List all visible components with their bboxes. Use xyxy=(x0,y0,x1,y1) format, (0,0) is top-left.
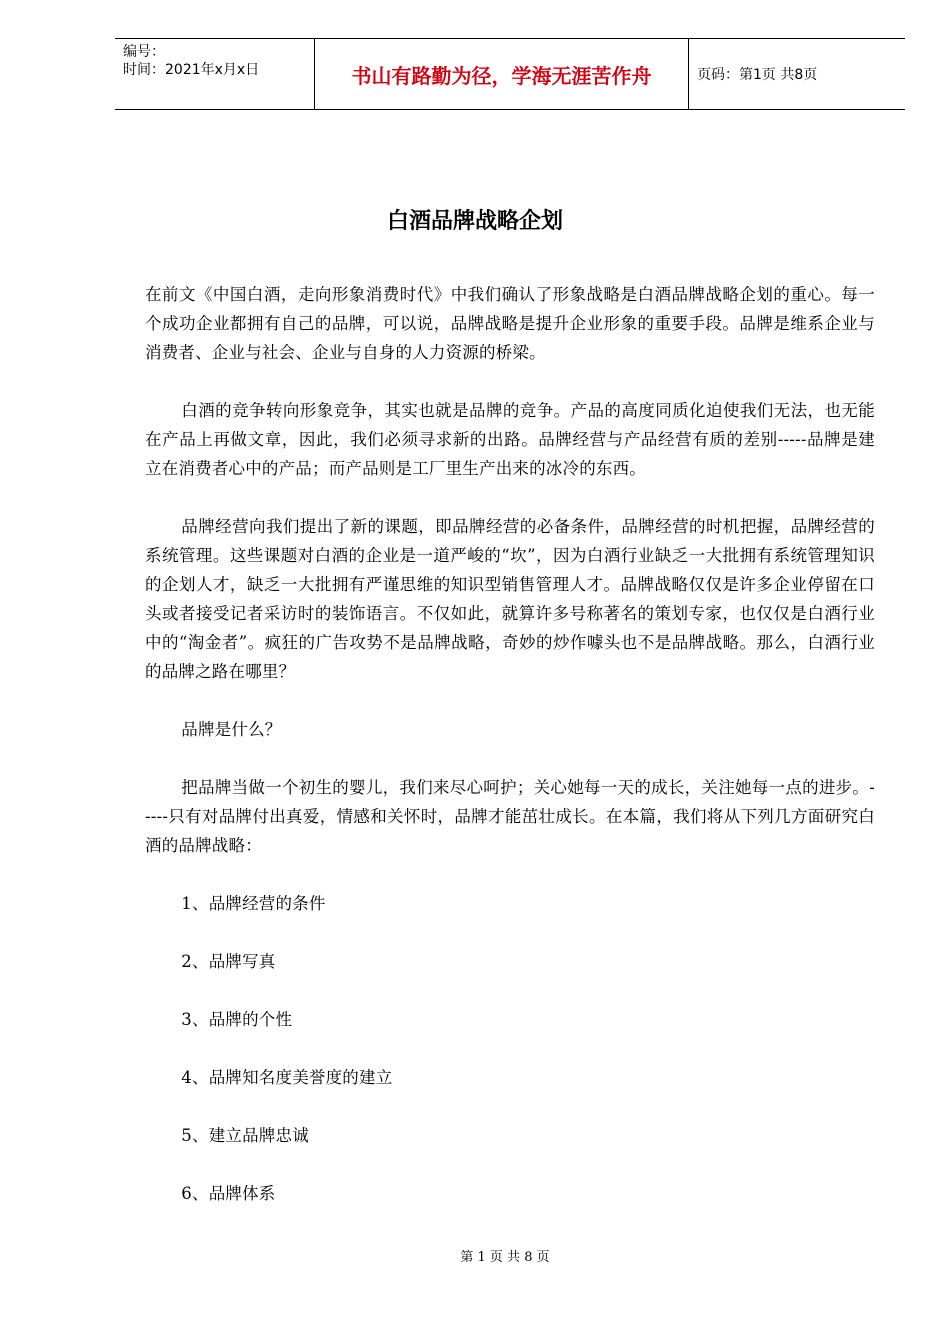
page-footer: 第 1 页 共 8 页 xyxy=(460,1250,550,1265)
list-item: 1、品牌经营的条件 xyxy=(181,894,326,913)
paragraph: 品牌经营向我们提出了新的课题，即品牌经营的必备条件，品牌经营的时机把握，品牌经营的系统管理。这些课题对白酒的企业是一道严峻的“坎”，因为白酒行业缺乏一大批拥有系统管理知识的企划人才，缺乏一大批拥有严谨思维的知识型销售管理人才。品牌战略仅仅是许多企业停留在口头或者接受记者采访时的装饰语言。不仅如此，就算许多号称著名的策划专家，也仅仅是白酒行业中的“淘金者”。疯狂的广告攻势不是品牌战略，奇妙的炒作噱头也不是品牌战略。那么，白酒行业的品牌之路在哪里？ xyxy=(145,517,875,681)
document-body xyxy=(145,280,875,1237)
header-meta xyxy=(115,39,315,109)
paragraph: 白酒的竞争转向形象竞争，其实也就是品牌的竞争。产品的高度同质化迫使我们无法，也无能在产品上再做文章，因此，我们必须寻求新的出路。品牌经营与产品经营有质的差别-----品牌是建立在消费者心中的产品；而产品则是工厂里生产出来的冰冷的东西。 xyxy=(145,401,875,478)
list-item: 4、品牌知名度美誉度的建立 xyxy=(181,1068,393,1087)
document-time-label: 时间：2021年x月x日 xyxy=(123,62,260,78)
list-item: 6、品牌体系 xyxy=(181,1184,276,1203)
paragraph: 把品牌当做一个初生的婴儿，我们来尽心呵护；关心她每一天的成长，关注她每一点的进步。-----只有对品牌付出真爱，情感和关怀时，品牌才能茁壮成长。在本篇，我们将从下列几方面研究白酒的品牌战略： xyxy=(145,778,875,855)
header-motto: 书山有路勤为径，学海无涯苦作舟 xyxy=(315,39,689,109)
header-page-info: 页码：第1页 共8页 xyxy=(697,67,818,83)
document-number-label: 编号： xyxy=(123,44,165,60)
list-item: 2、品牌写真 xyxy=(181,952,276,971)
document-title: 白酒品牌战略企划 xyxy=(386,208,563,234)
page-header xyxy=(115,38,905,110)
list-item: 3、品牌的个性 xyxy=(181,1010,293,1029)
list-item: 5、建立品牌忠诚 xyxy=(181,1126,309,1145)
paragraph: 品牌是什么？ xyxy=(181,720,282,739)
paragraph: 在前文《中国白酒，走向形象消费时代》中我们确认了形象战略是白酒品牌战略企划的重心。每一个成功企业都拥有自己的品牌，可以说，品牌战略是提升企业形象的重要手段。品牌是维系企业与消费者、企业与社会、企业与自身的人力资源的桥梁。 xyxy=(145,285,875,362)
topic-list xyxy=(145,889,875,1208)
